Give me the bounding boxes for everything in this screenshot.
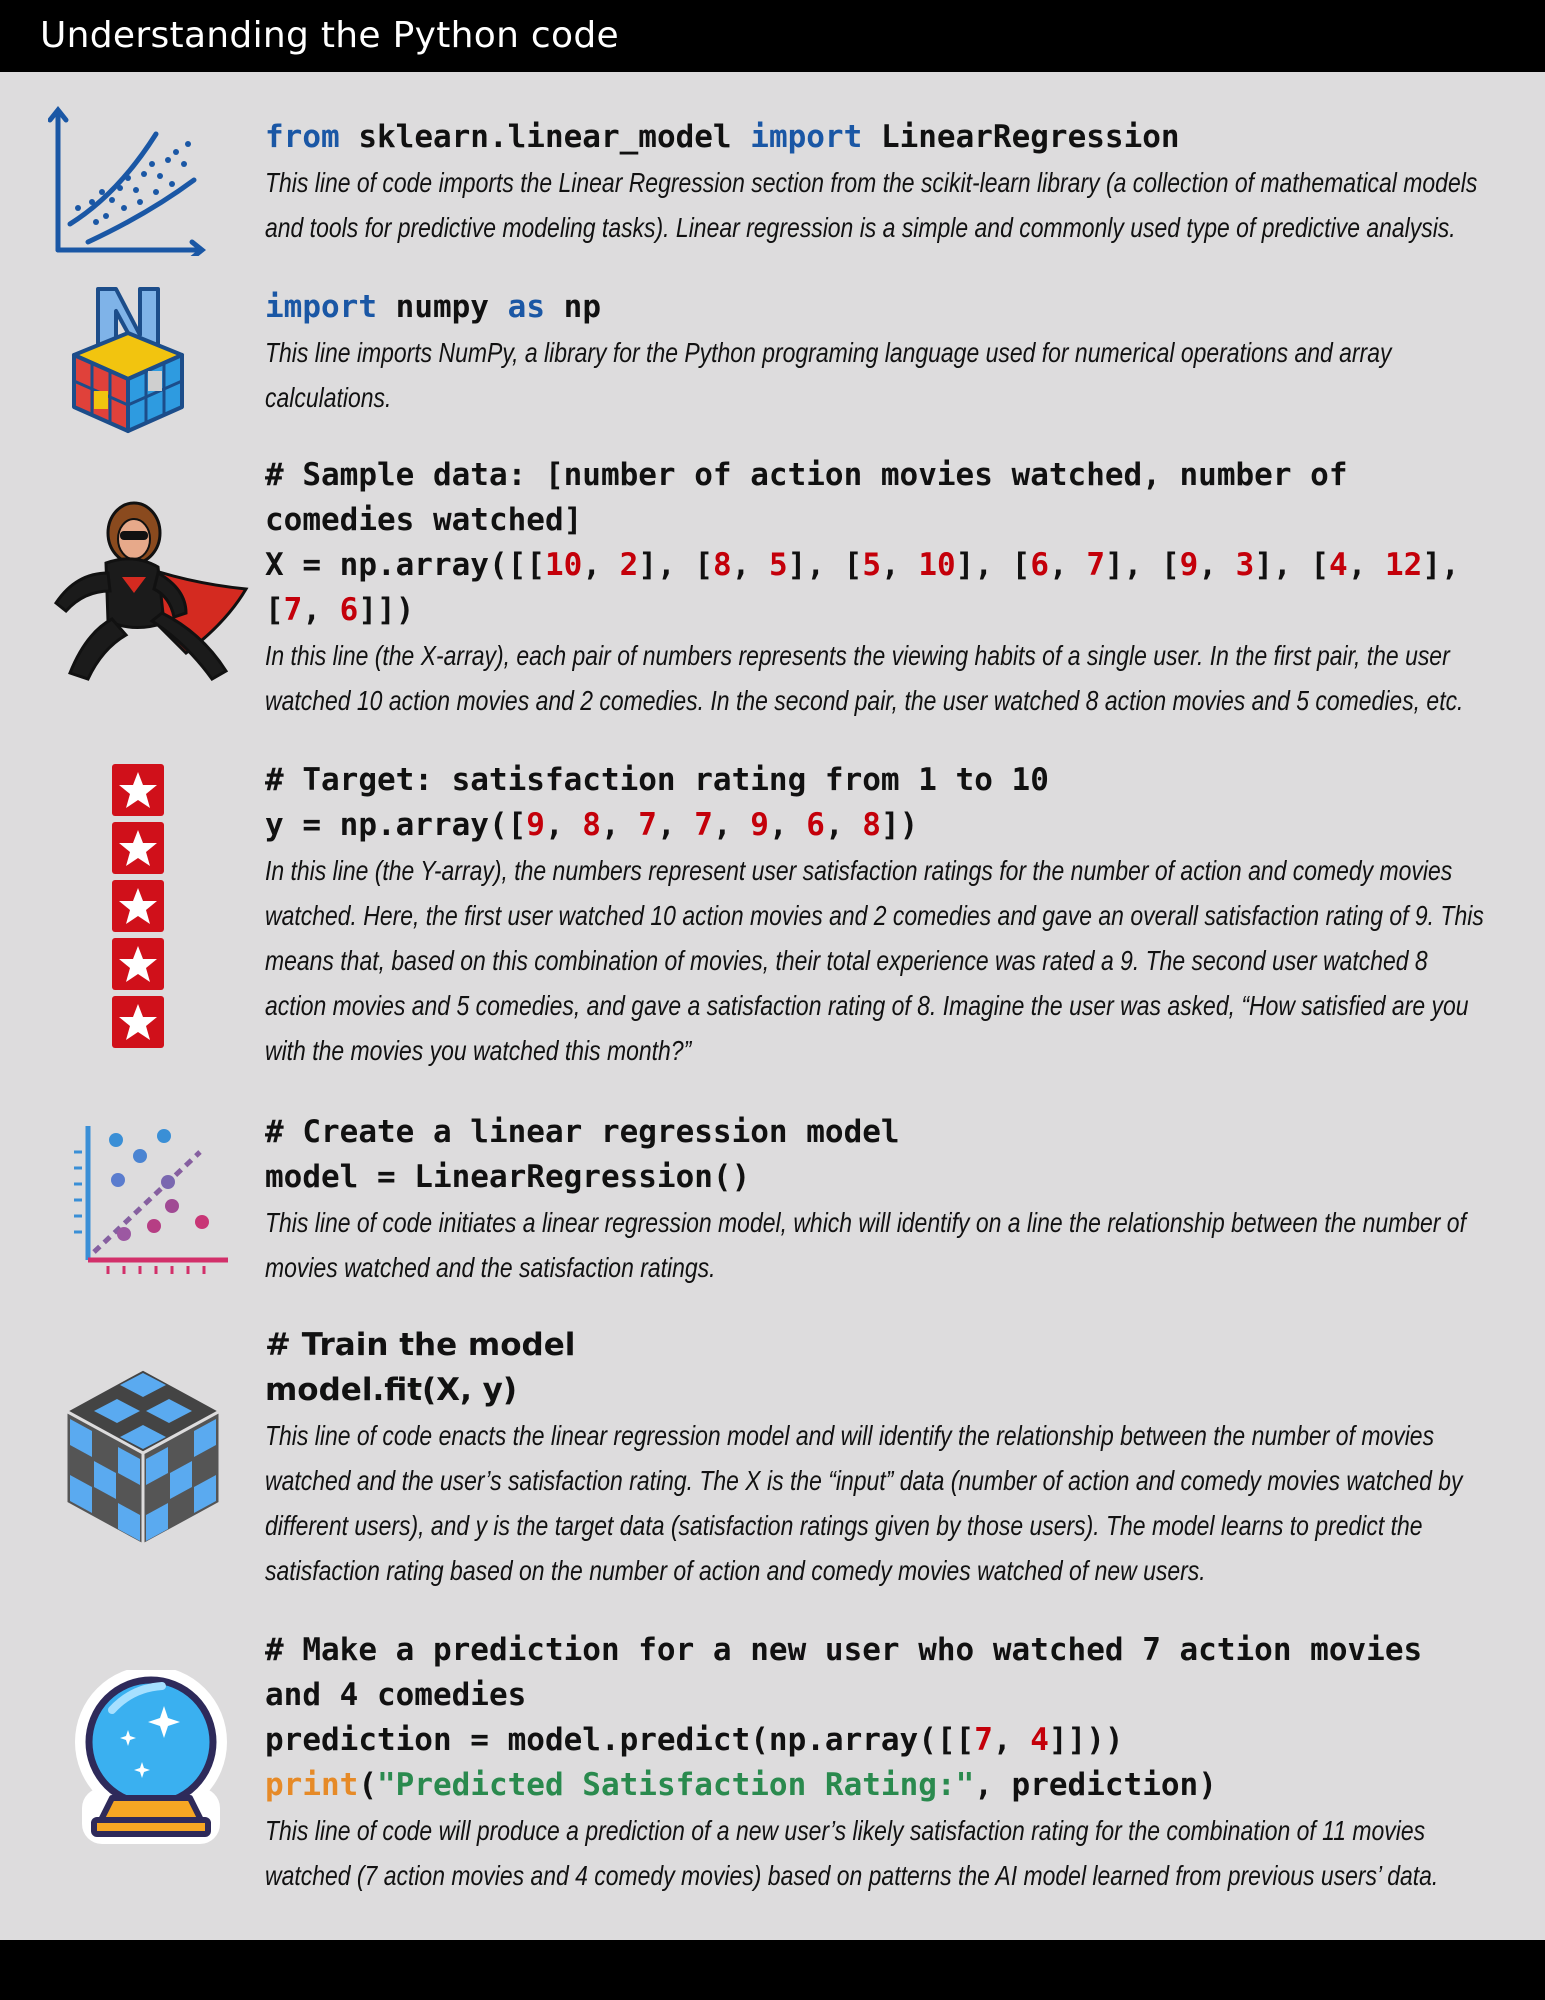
code-token: X = np.array( [265,547,508,583]
code-comment: # Target: satisfaction rating from 1 to 10 [265,762,1049,798]
star-icon [112,880,164,932]
code-keyword: as [507,289,545,325]
code-predict-line [265,1718,1495,1763]
code-line: model.fit(X, y) [265,1372,518,1408]
section-text [265,285,1495,420]
code-y-array [265,803,1495,848]
code-number: 7 [1086,547,1105,583]
code-print-line [265,1763,1495,1808]
code-number: 7 [283,592,303,628]
code-number: 8 [712,547,732,583]
linear-regression-chart-icon [68,1122,232,1292]
code-number: 9 [1179,547,1199,583]
description: In this line (the Y-array), the numbers represent user satisfaction ratings for the number of action and comedy movies watched. Here, the first user watched 10 action movies and 2 comedies and gave an overall satisfaction rating of 9. This means that, based on this combination of movies, their total experience was rated a 9. The second user watched 8 action movies and 5 comedies, and gave a satisfaction rating of 8. Imagine the user was asked, “How satisfied are you with the movies you watched this month?” [265,855,1484,1066]
code-line [265,285,1495,330]
code-number: 4 [1030,1722,1049,1758]
numpy-logo-icon [68,285,188,435]
x-array-values: [[10, 2], [8, 5], [5, 10], [6, 7], [9, 3], [4, 12], [7, 6]] [265,547,1479,628]
section-text [265,758,1495,1073]
code-number: 6 [1030,547,1049,583]
section-text [265,115,1495,250]
code-token: y = np.array([ [265,807,527,843]
code-token: LinearRegression [880,119,1180,155]
code-keyword: from [265,119,340,155]
code-number: 10 [918,547,956,583]
superhero-icon [36,493,256,693]
code-number: 7 [638,807,657,843]
star-icon [112,822,164,874]
code-number: 10 [544,547,583,583]
star-icon [112,938,164,990]
code-number: 6 [806,807,825,843]
y-array-values: 9, 8, 7, 7, 9, 6, 8 [526,807,881,843]
code-token: ) [395,592,415,628]
code-number: 6 [339,592,359,628]
code-comment: # Train the model [265,1327,576,1363]
description: This line of code initiates a linear regression model, which will identify on a line the relationship between the number of movies watched and the satisfaction ratings. [265,1207,1466,1283]
header-bar [0,0,1545,72]
code-number: 9 [526,807,545,843]
code-token: ( [358,1767,377,1803]
regression-scatter-icon [48,104,208,256]
code-number: 7 [974,1722,993,1758]
code-number: 2 [619,547,639,583]
footer-bar [0,1940,1545,2000]
code-keyword: import [750,119,863,155]
code-token: prediction = model.predict(np.array([[ [265,1722,975,1758]
description: This line of code imports the Linear Regression section from the scikit-learn library (a collection of mathematical models and tools for predictive modeling tasks). Linear regression is a simple and commonly used type of predictive analysis. [265,167,1478,243]
code-x-array [265,543,1495,633]
page-title: Understanding the Python code [40,15,619,56]
code-number: 5 [862,547,881,583]
crystal-ball-icon [72,1670,230,1846]
code-comment: # Create a linear regression model [265,1114,900,1150]
code-string: "Predicted Satisfaction Rating:" [377,1767,975,1803]
description: In this line (the X-array), each pair of numbers represents the viewing habits of a single user. In the first pair, the user watched 10 action movies and 2 comedies. In the second pair, the user watched 8 action movies and 5 comedies, etc. [265,640,1464,716]
star-icon [112,764,164,816]
code-comment: # Sample data: [number of action movies watched, number of comedies watched] [265,457,1367,538]
code-number: 12 [1385,547,1423,583]
code-token: , prediction) [974,1767,1217,1803]
code-number: 8 [582,807,601,843]
code-comment: # Make a prediction for a new user who watched 7 action movies and 4 comedies [265,1632,1441,1713]
code-line [265,115,1495,160]
description: This line of code will produce a prediction of a new user’s likely satisfaction rating for the combination of 11 movies watched (7 action movies and 4 comedy movies) based on patterns the AI model learned from previous users’ data. [265,1815,1439,1891]
code-token: np [563,289,601,325]
code-token: ]])) [1048,1722,1124,1758]
code-token: numpy [395,289,489,325]
code-token: , [992,1722,1031,1758]
code-number: 7 [694,807,713,843]
star-rating-icon [112,764,166,1048]
section-text [265,1323,1495,1593]
code-number: 8 [862,807,881,843]
code-line: model = LinearRegression() [265,1159,751,1195]
code-number: 4 [1329,547,1348,583]
code-number: 9 [750,807,769,843]
code-token: sklearn.linear_model [358,119,732,155]
section-text [265,1110,1495,1290]
section-text [265,1628,1495,1898]
code-token: ]) [880,807,919,843]
description: This line of code enacts the linear regression model and will identify the relationship between the number of movies watched and the user’s satisfaction rating. The X is the “input” data (number of action and comedy movies watched by different users), and y is the target data (satisfaction ratings given by those users). The model learns to predict the satisfaction rating based on the number of action and comedy movies watched of new users. [265,1420,1463,1586]
section-text [265,453,1495,723]
code-keyword: import [265,289,377,325]
code-number: 5 [768,547,788,583]
code-function: print [265,1767,359,1803]
description: This line imports NumPy, a library for the Python programing language used for numerical operations and array calculations. [265,337,1392,413]
star-icon [112,996,164,1048]
rubiks-cube-icon [60,1363,226,1549]
code-number: 3 [1235,547,1255,583]
